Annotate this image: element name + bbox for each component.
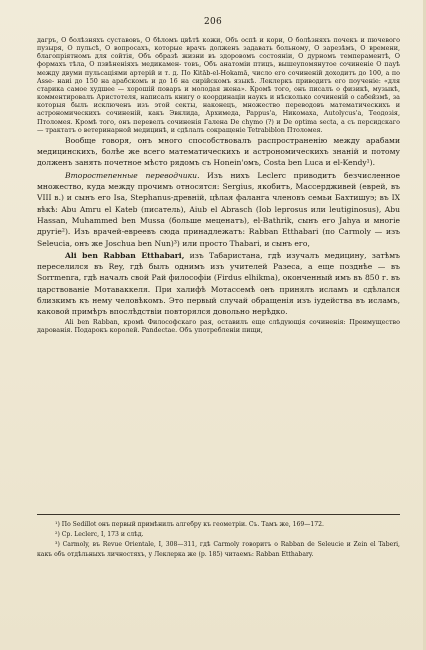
page-number: 206	[203, 17, 223, 27]
name-heading: Ali ben Rabban Etthabari,	[65, 250, 185, 260]
paragraph-works: Ali ben Rabban, кромѣ Философскаго рая, оставилъ еще слѣдующія сочиненія: Преимущество дарованія. Подарокъ королей. Pandectae. Объ употребленіи пищи,	[37, 317, 400, 334]
footnote-rule	[37, 514, 400, 515]
footnotes	[37, 520, 400, 560]
body-text	[37, 36, 400, 334]
footnote-1: ¹) По Sedillot онъ первый примѣнилъ алгебру къ геометріи. Съ. Тамъ же, 169—172.	[55, 521, 324, 528]
paragraph-summary: Вообще говоря, онъ много способствовалъ распространенію между арабами медицинскихъ, болѣе же всего математическихъ и астрономическихъ знаній и потому долженъ занять почетное мѣсто рядомъ съ Honein'омъ, Costa ben Luca и el-Kendy¹).	[37, 135, 400, 168]
section-lead: Второстепенные переводчики.	[65, 170, 200, 180]
paragraph-continued: дагръ, О болѣзняхъ суставовъ, О бѣломъ цвѣтѣ кожи, Объ оспѣ и кори, О болѣзняхъ почекъ и пючевого пузыря, О пульсѣ, О вопросахъ, которые врачъ долженъ задавать больному, О зарезѣмъ, О времени, благопріятномъ для сойтія, Объ образѣ жизни въ здоровомъ состояніи, О дурномъ темпераментѣ, О формахъ тѣла, О пзвѣненіяхъ медикамен- товъ, Объ анатоміи птицъ, вышеупомянутое сочиненіе О пауѣ между двуми пульсаціями артерій и т. д. По Kitāb-el-Hokamā, число его сочиненій доходитъ до 100, а по Asse- наиі до 150 на арабскомъ и до 16 на сирійскомъ языкѣ. Леклеркъ приводитъ его поученіе: «для старика самое худшее — хорошій поваръ и молодая жена». Кромѣ того, онъ писалъ о физикѣ, музыкѣ, комментировалъ Аристотеля, написалъ книгу о координаціи наукъ и нѣсколько сочиненій о сабейзмѣ, за которыя былъ исключенъ изъ этой секты, наконецъ, множество переводовъ математическихъ и астрономическихъ сочиненій, какъ Эвклида, Архимеда, Pappus'а, Никомаха, Autolycus'а, Теодозія, Птоломея. Кромѣ того, онъ перевелъ сочиненія Галена De chymo (?) и De optima secta, а съ персидскаго — трактатъ о ветеринарной медицинѣ, и сдѣлалъ сокращеніе Tetrabiblon Птоломея.	[37, 36, 400, 134]
name-text: изъ Табаристана, гдѣ изучалъ медицину, затѣмъ переселился въ Rey, гдѣ былъ однимъ изъ учителей Разеса, а еще позднѣе — въ Sorrmenra, гдѣ началъ свой Рай философіи (Firdus elhikma), оконченный имъ въ 850 г. въ царствованіе Мотаваккеля. При халифѣ Мотассемѣ онъ принялъ исламъ и сдѣлался близкимъ къ нему человѣкомъ. Это первый случай обращенія изъ іудейства въ исламъ, каковой примѣръ впослѣдствіи повторялся довольно нерѣдко.	[37, 250, 400, 317]
footnote-3: ³) Carmoly, въ Revue Orientale, I, 308—311, гдѣ Carmoly говоритъ о Rabban de Seleucie и Zein el Taberi, какъ объ отдѣльныхъ личностяхъ, у Леклерка же (р. 185) читаемъ: Rabban Etthabary.	[37, 541, 400, 558]
paragraph-secondary-translators	[37, 170, 400, 249]
section-text: Изъ нихъ Leclerc приводитъ безчисленное множество, куда между прочимъ относятся: Sergius, якобитъ, Массердживей (еврей, въ VIII в.) и сынъ его Isa, Stephanus-древній, цѣлая фаланга членовъ семьи Бахтишуэ; въ IX вѣкѣ: Abu Amru el Kateb (писатель), Aiub el Abrasch (Iob leprosus или leutiginosus), Abu Hassan, Muhammed ben Mussa (больше меценатъ), el-Bathrik, сынъ его Jahya и многіе другіе²). Изъ врачей-евреевъ сюда принадлежатъ: Rabban Etthabari (по Carmoly — изъ Seleucia, онъ же Joschua ben Nun)³) или просто Thabari, и сынъ его,	[37, 170, 400, 248]
paragraph-ali-ben-rabban	[37, 250, 400, 318]
footnote-2: ²) Ср. Leclerc, I, 173 и слѣд.	[55, 531, 144, 539]
